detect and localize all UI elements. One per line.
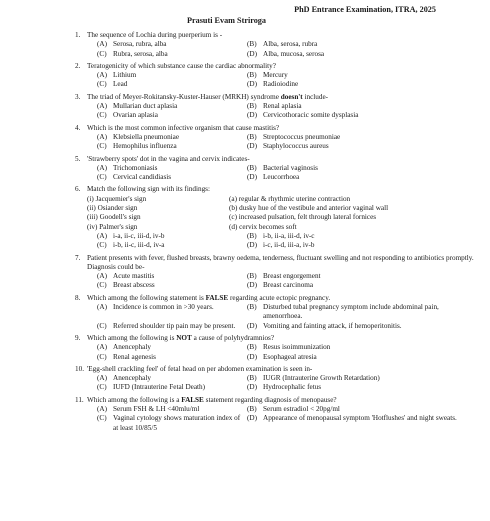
options-grid — [75, 272, 475, 291]
option-label: (A) — [97, 272, 107, 281]
options-grid — [75, 405, 475, 433]
option-text: i-b, ii-a, iii-d, iv-c — [263, 231, 315, 240]
option-text: i-c, ii-d, iii-a, iv-b — [263, 241, 315, 250]
question-list — [75, 31, 475, 436]
answer-option — [247, 173, 475, 182]
question-stem — [75, 185, 475, 194]
option-label: (D) — [247, 142, 257, 151]
question-number: 7. — [75, 253, 81, 262]
question-text-part: Which among the following is a — [87, 395, 182, 404]
emphasized-keyword: doesn't — [280, 92, 303, 101]
question-number: 1. — [75, 31, 81, 39]
option-text: Esophageal atresia — [263, 352, 317, 361]
option-text: Renal agenesis — [113, 352, 156, 361]
answer-option — [247, 343, 475, 352]
answer-option — [97, 405, 247, 414]
option-label: (D) — [247, 80, 257, 89]
option-label: (B) — [247, 163, 257, 172]
option-text: Lithium — [113, 71, 137, 80]
answer-option — [97, 133, 247, 142]
match-sign: (i) Jacquemier's sign — [87, 194, 147, 203]
option-text: Hydrocephalic fetus — [263, 383, 322, 392]
answer-option — [247, 111, 475, 120]
option-text: Lead — [113, 80, 128, 89]
option-text: Vomiting and fainting attack, if hemoperitonitis. — [263, 321, 402, 330]
answer-option — [97, 164, 247, 173]
option-label: (A) — [97, 231, 107, 240]
option-label: (C) — [97, 173, 107, 182]
option-text: Anencephaly — [113, 343, 151, 352]
answer-option — [247, 322, 475, 331]
option-text: Disturbed tubal pregnancy symptom include abdominal pain, amenorrhoea. — [263, 303, 439, 321]
answer-option — [247, 50, 475, 59]
question-stem — [75, 93, 475, 102]
option-label: (C) — [97, 80, 107, 89]
option-text: Mercury — [263, 71, 288, 80]
option-label: (B) — [247, 272, 257, 281]
option-label: (B) — [247, 71, 257, 80]
question-number: 6. — [75, 185, 81, 194]
options-grid — [75, 133, 475, 152]
option-text: Incidence is common in >30 years. — [113, 303, 214, 312]
question-number: 8. — [75, 293, 81, 302]
option-text: i-b, ii-c, iii-d, iv-a — [113, 241, 165, 250]
question-stem — [75, 31, 475, 40]
option-text: i-a, ii-c, iii-d, iv-b — [113, 231, 165, 240]
answer-option — [247, 80, 475, 89]
option-label: (B) — [247, 40, 257, 49]
question-text-part: Which among the following statement is — [87, 293, 206, 302]
question-text-part: The triad of Meyer-Rokitansky-Kuster-Hauser (MRKH) syndrome — [87, 92, 281, 101]
option-text: Leucorrhoea — [263, 173, 300, 182]
option-label: (A) — [97, 40, 107, 49]
emphasized-keyword: NOT — [176, 333, 192, 342]
answer-option — [97, 102, 247, 111]
question-item — [75, 31, 475, 59]
option-text: Ovarian aplasia — [113, 111, 158, 120]
option-text: Breast engorgement — [263, 272, 321, 281]
question-text — [87, 93, 475, 102]
answer-option — [247, 383, 475, 392]
answer-option — [247, 40, 475, 49]
option-label: (C) — [97, 49, 107, 58]
option-text: Cervicothoracic somite dysplasia — [263, 111, 359, 120]
question-number: 9. — [75, 333, 81, 342]
emphasized-keyword: FALSE — [205, 293, 229, 302]
option-text: Anencephaly — [113, 374, 151, 383]
option-label: (A) — [97, 343, 107, 352]
match-table — [75, 195, 475, 232]
option-label: (D) — [247, 173, 257, 182]
option-label: (D) — [247, 321, 257, 330]
answer-option — [97, 173, 247, 182]
option-label: (D) — [247, 241, 257, 250]
question-text: 'Egg-shell crackling feel' of fetal head on per abdomen examination is seen in- — [87, 364, 313, 373]
question-stem — [75, 396, 475, 405]
option-text: Alba, mucosa, serosa — [263, 49, 325, 58]
question-text-part: a cause of polyhydramnios? — [191, 333, 275, 342]
question-text-part: include- — [302, 92, 329, 101]
question-number: 3. — [75, 92, 81, 101]
answer-option — [97, 374, 247, 383]
option-label: (A) — [97, 374, 107, 383]
option-label: (A) — [97, 102, 107, 111]
option-label: (D) — [247, 49, 257, 58]
question-text: The sequence of Lochia during puerperium is - — [87, 31, 223, 39]
option-text: Referred shoulder tip pain may be present. — [113, 321, 236, 330]
option-label: (A) — [97, 303, 107, 312]
options-grid — [75, 232, 475, 251]
match-finding: (d) cervix becomes soft — [229, 222, 297, 231]
answer-option — [97, 142, 247, 151]
option-label: (D) — [247, 414, 257, 423]
answer-option — [97, 40, 247, 49]
option-label: (A) — [97, 71, 107, 80]
answer-option — [247, 272, 475, 281]
options-grid — [75, 40, 475, 59]
question-stem — [75, 155, 475, 164]
question-text-part: statement regarding diagnosis of menopause? — [203, 395, 337, 404]
question-item — [75, 93, 475, 121]
answer-option — [97, 50, 247, 59]
answer-option — [247, 133, 475, 142]
option-text: IUGR (Intrauterine Growth Retardation) — [263, 374, 380, 383]
match-finding: (a) regular & rhythmic uterine contraction — [229, 194, 351, 203]
match-sign: (iv) Palmer's sign — [87, 222, 138, 231]
question-number: 5. — [75, 154, 81, 163]
options-grid — [75, 303, 475, 331]
question-item — [75, 396, 475, 433]
option-label: (C) — [97, 281, 107, 290]
answer-option — [247, 281, 475, 290]
option-label: (B) — [247, 102, 257, 111]
option-label: (C) — [97, 241, 107, 250]
options-grid — [75, 71, 475, 90]
option-label: (C) — [97, 321, 107, 330]
option-label: (D) — [247, 383, 257, 392]
options-grid — [75, 374, 475, 393]
option-label: (C) — [97, 142, 107, 151]
option-text: Bacterial vaginosis — [263, 163, 318, 172]
option-label: (A) — [97, 404, 107, 413]
question-text-part: regarding acute ectopic pregnancy. — [228, 293, 331, 302]
answer-option — [97, 272, 247, 281]
match-sign: (iii) Goodell's sign — [87, 213, 141, 222]
question-stem — [75, 254, 475, 273]
option-label: (B) — [247, 374, 257, 383]
question-item — [75, 365, 475, 393]
answer-option — [247, 241, 475, 250]
option-label: (D) — [247, 111, 257, 120]
question-text: Match the following sign with its findings: — [87, 185, 210, 194]
option-label: (A) — [97, 163, 107, 172]
answer-option — [97, 71, 247, 80]
question-stem — [75, 294, 475, 303]
question-number: 11. — [75, 395, 84, 404]
question-item — [75, 294, 475, 331]
option-label: (B) — [247, 303, 257, 312]
options-grid — [75, 164, 475, 183]
answer-option — [97, 414, 247, 433]
option-text: Serum estradiol < 20pg/ml — [263, 404, 340, 413]
answer-option — [97, 353, 247, 362]
question-text — [87, 294, 475, 303]
option-text: Resus isoimmunization — [263, 343, 331, 352]
question-item — [75, 254, 475, 291]
option-text: Rubra, serosa, alba — [113, 49, 168, 58]
answer-option — [247, 142, 475, 151]
answer-option — [247, 232, 475, 241]
question-number: 10. — [75, 364, 84, 373]
answer-option — [97, 232, 247, 241]
option-text: Klebsiella pneumoniae — [113, 132, 180, 141]
option-label: (B) — [247, 231, 257, 240]
option-text: Hemophilus influenza — [113, 142, 177, 151]
match-sign: (ii) Osiander sign — [87, 204, 138, 213]
option-text: Acute mastitis — [113, 272, 155, 281]
answer-option — [247, 353, 475, 362]
question-text — [87, 334, 475, 343]
option-text: Trichomoniasis — [113, 163, 158, 172]
option-label: (D) — [247, 281, 257, 290]
option-text: Renal aplasia — [263, 102, 302, 111]
answer-option — [97, 111, 247, 120]
option-text: Cervical candidiasis — [113, 173, 172, 182]
answer-option — [97, 303, 247, 322]
answer-option — [97, 80, 247, 89]
match-finding: (b) dusky hue of the vestibule and anterior vaginal wall — [229, 204, 389, 213]
answer-option — [247, 303, 475, 322]
question-text-part: Which among the following is — [87, 333, 177, 342]
answer-option — [247, 164, 475, 173]
option-text: Mullarian duct aplasia — [113, 102, 178, 111]
answer-option — [247, 405, 475, 414]
emphasized-keyword: FALSE — [181, 395, 204, 404]
option-label: (B) — [247, 132, 257, 141]
answer-option — [247, 414, 475, 433]
option-label: (D) — [247, 352, 257, 361]
option-label: (B) — [247, 404, 257, 413]
option-text: Alba, serosa, rubra — [263, 40, 318, 49]
question-text — [87, 396, 475, 405]
option-label: (A) — [97, 132, 107, 141]
option-label: (C) — [97, 383, 107, 392]
option-label: (C) — [97, 352, 107, 361]
question-item — [75, 62, 475, 90]
question-stem — [75, 365, 475, 374]
question-text: Teratogenicity of which substance cause the cardiac abnormality? — [87, 61, 276, 70]
answer-option — [97, 281, 247, 290]
answer-option — [97, 241, 247, 250]
options-grid — [75, 343, 475, 362]
option-label: (B) — [247, 343, 257, 352]
question-item — [75, 185, 475, 250]
option-text: Vaginal cytology shows maturation index of at least 10/85/5 — [113, 414, 241, 432]
match-finding: (c) increased pulsation, felt through lateral fornices — [229, 213, 377, 222]
question-stem — [75, 334, 475, 343]
question-item — [75, 124, 475, 152]
option-text: Serosa, rubra, alba — [113, 40, 167, 49]
option-text: IUFD (Intrauterine Fetal Death) — [113, 383, 206, 392]
question-stem — [75, 62, 475, 71]
option-text: Staphylococcus aureus — [263, 142, 329, 151]
answer-option — [97, 383, 247, 392]
question-item — [75, 334, 475, 362]
question-text: Patient presents with fever, flushed breasts, brawny oedema, tenderness, fluctuant swelling and not responding to antibiotics promptly. Diagnosis could be- — [87, 253, 474, 271]
options-grid — [75, 102, 475, 121]
option-text: Breast abscess — [113, 281, 155, 290]
option-text: Breast carcinoma — [263, 281, 314, 290]
answer-option — [97, 322, 247, 331]
answer-option — [247, 71, 475, 80]
question-number: 2. — [75, 61, 81, 70]
option-text: Streptococcus pneumoniae — [263, 132, 341, 141]
subject-title: Prasuti Evam Striroga — [187, 16, 266, 25]
question-stem — [75, 124, 475, 133]
option-text: Radioiodine — [263, 80, 299, 89]
question-item — [75, 155, 475, 183]
option-text: Appearance of menopausal symptom 'Hotflushes' and night sweats. — [263, 414, 457, 423]
option-label: (C) — [97, 111, 107, 120]
question-text: 'Strawberry spots' dot in the vagina and cervix indicates- — [87, 154, 250, 163]
answer-option — [97, 343, 247, 352]
answer-option — [247, 374, 475, 383]
question-number: 4. — [75, 123, 81, 132]
option-text: Serum FSH & LH <40mlu/ml — [113, 404, 200, 413]
answer-option — [247, 102, 475, 111]
option-label: (C) — [97, 414, 107, 423]
question-text: Which is the most common infective organism that cause mastitis? — [87, 123, 280, 132]
exam-title: PhD Entrance Examination, ITRA, 2025 — [294, 5, 436, 14]
